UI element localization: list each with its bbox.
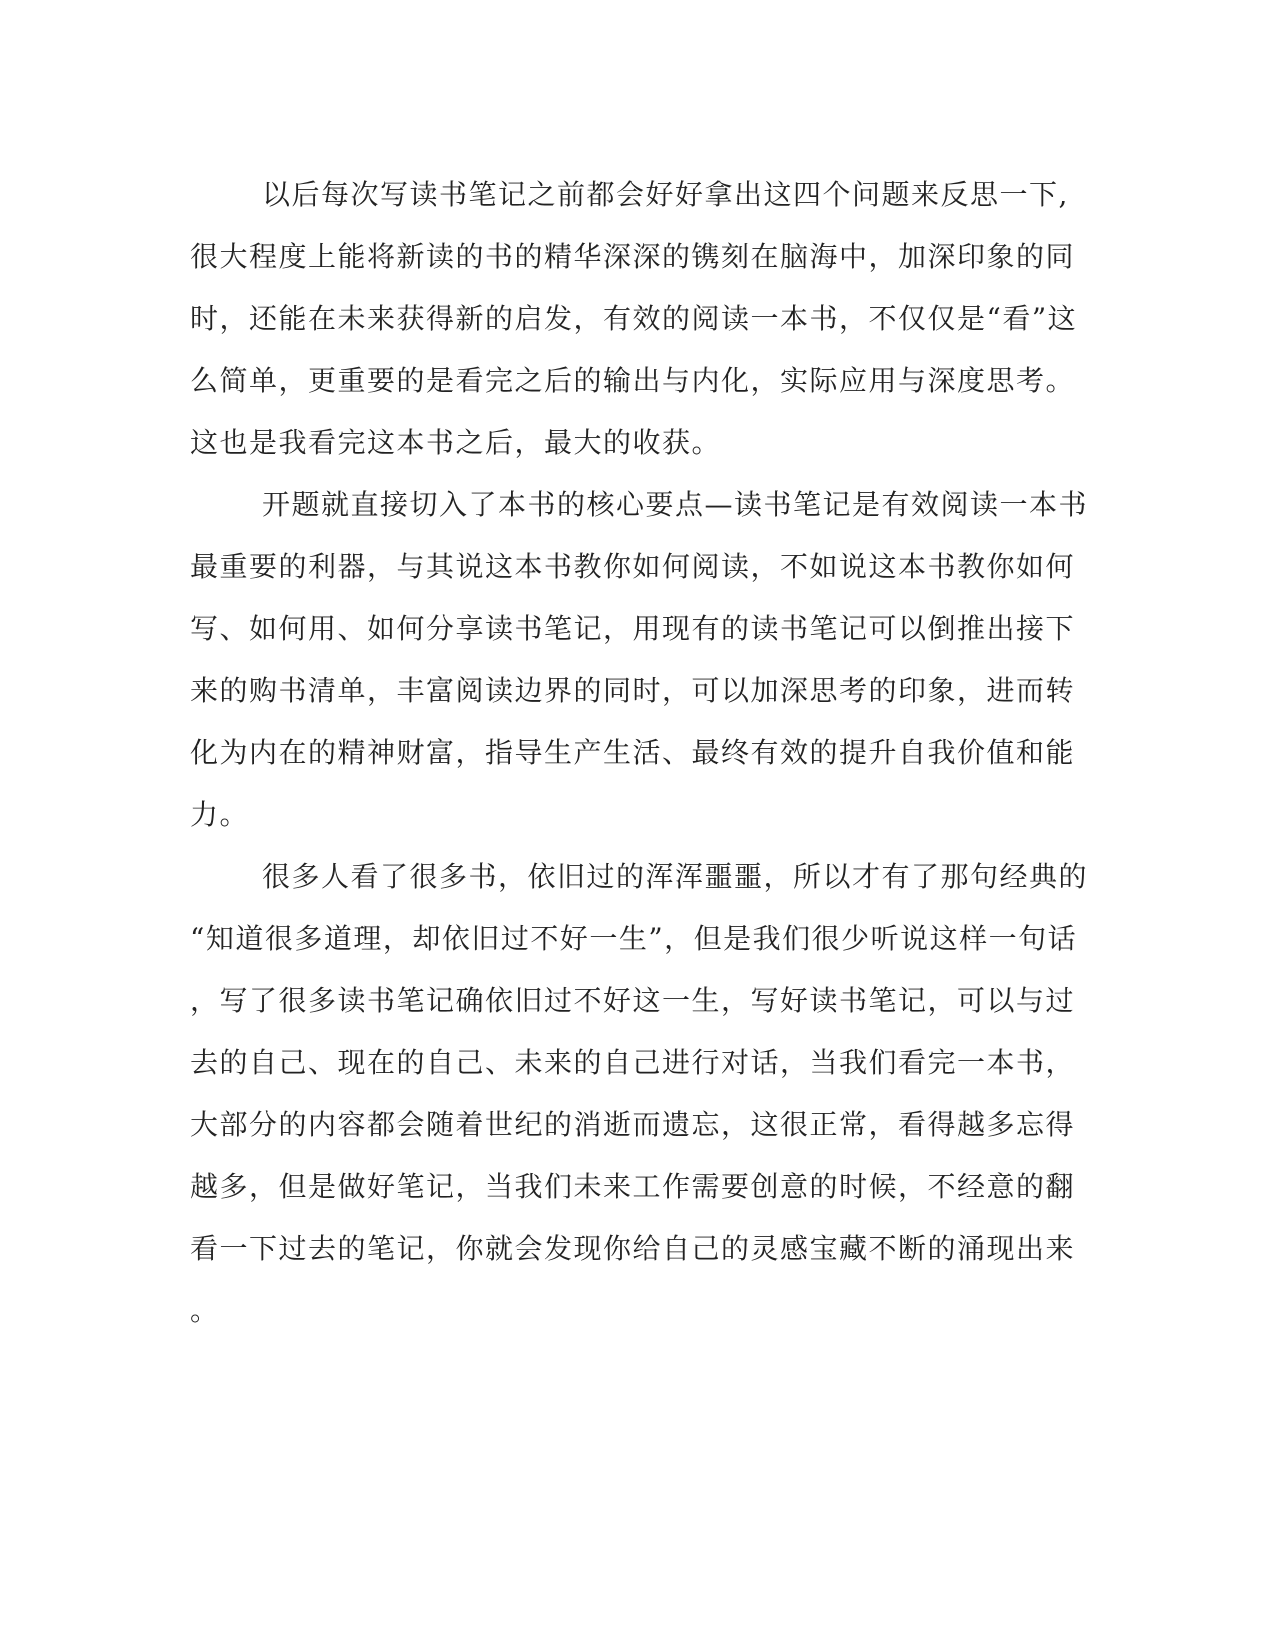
- paragraph-3: [190, 846, 1089, 1342]
- paragraph-line: 时，还能在未来获得新的启发，有效的阅读一本书，不仅仅是“看”这: [190, 302, 1078, 335]
- paragraph-line: 大部分的内容都会随着世纪的消逝而遗忘，这很正常，看得越多忘得: [190, 1108, 1076, 1141]
- paragraph-line: 最重要的利器，与其说这本书教你如何阅读，不如说这本书教你如何: [190, 550, 1076, 583]
- document-body: [190, 164, 1089, 1342]
- paragraph-line: 。: [190, 1294, 220, 1327]
- paragraph-line: 写、如何用、如何分享读书笔记，用现有的读书笔记可以倒推出接下: [190, 612, 1076, 645]
- paragraph-line: “知道很多道理，却依旧过不好一生”，但是我们很少听说这样一句话: [190, 922, 1078, 955]
- paragraph-line: 很多人看了很多书，依旧过的浑浑噩噩，所以才有了那句经典的: [262, 860, 1089, 893]
- paragraph-line: 来的购书清单，丰富阅读边界的同时，可以加深思考的印象，进而转: [190, 674, 1076, 707]
- paragraph-line: 以后每次写读书笔记之前都会好好拿出这四个问题来反思一下,: [262, 178, 1069, 211]
- paragraph-2: [190, 474, 1089, 846]
- paragraph-line: 看一下过去的笔记，你就会发现你给自己的灵感宝藏不断的涌现出来: [190, 1232, 1076, 1265]
- paragraph-line: 力。: [190, 798, 250, 831]
- paragraph-line: 越多，但是做好笔记，当我们未来工作需要创意的时候，不经意的翻: [190, 1170, 1076, 1203]
- paragraph-line: 开题就直接切入了本书的核心要点—读书笔记是有效阅读一本书: [262, 488, 1089, 521]
- paragraph-line: ，写了很多读书笔记确依旧过不好这一生，写好读书笔记，可以与过: [190, 984, 1076, 1017]
- paragraph-line: 么简单，更重要的是看完之后的输出与内化，实际应用与深度思考。: [190, 364, 1076, 397]
- paragraph-1: [190, 164, 1080, 474]
- paragraph-line: 化为内在的精神财富，指导生产生活、最终有效的提升自我价值和能: [190, 736, 1076, 769]
- paragraph-line: 很大程度上能将新读的书的精华深深的镌刻在脑海中，加深印象的同: [190, 240, 1076, 273]
- paragraph-line: 去的自己、现在的自己、未来的自己进行对话，当我们看完一本书，: [190, 1046, 1076, 1079]
- paragraph-line: 这也是我看完这本书之后，最大的收获。: [190, 426, 722, 459]
